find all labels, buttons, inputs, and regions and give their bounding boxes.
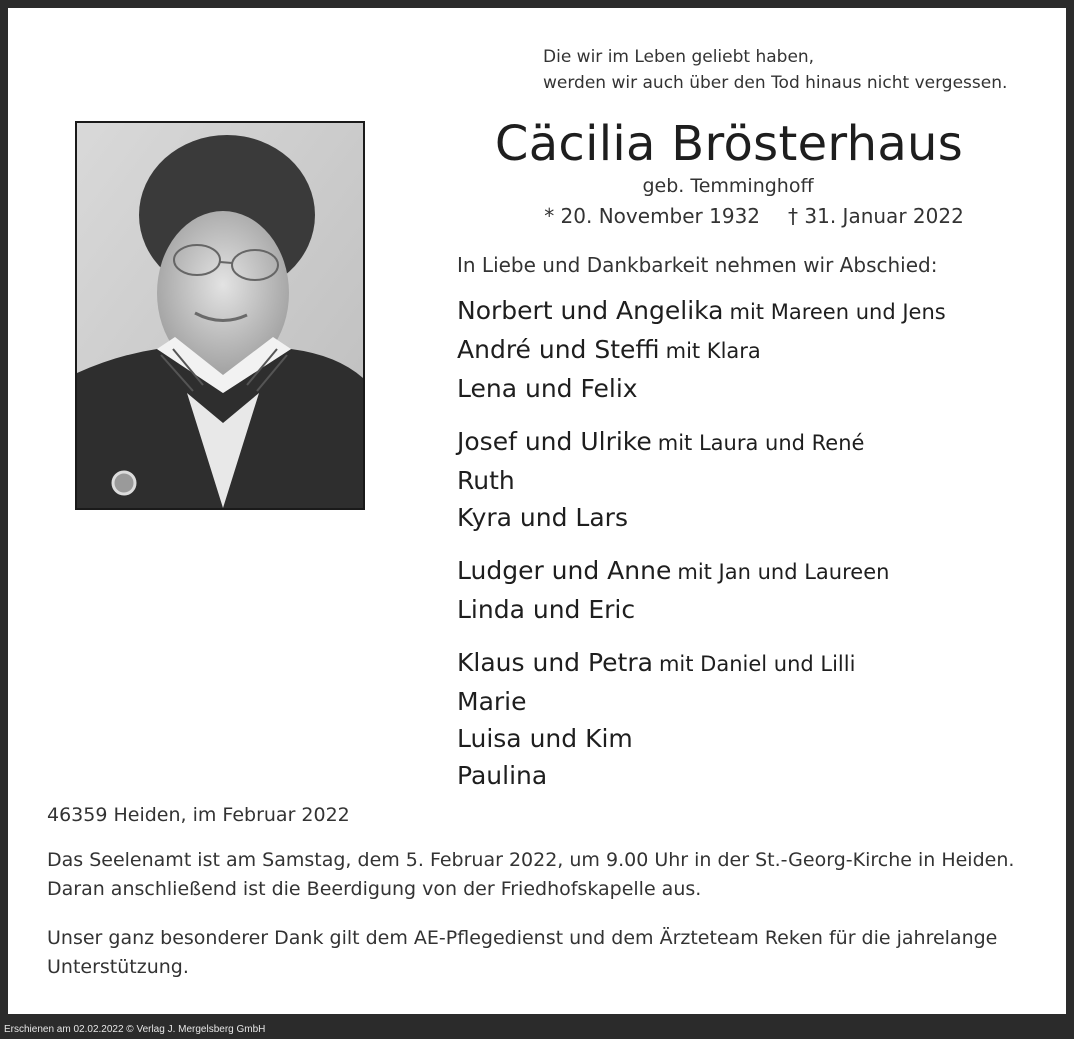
motto-line-2: werden wir auch über den Tod hinaus nicht vergessen. bbox=[543, 73, 1008, 93]
mourner-names: Linda und Eric bbox=[457, 595, 636, 624]
mourner-names: Ludger und Anne bbox=[457, 556, 672, 585]
thanks-line-1: Unser ganz besonderer Dank gilt dem AE-Pflegedienst und dem Ärzteteam Reken für die jahrelange bbox=[47, 927, 998, 949]
mourner-names: André und Steffi bbox=[457, 335, 660, 364]
mourner-line bbox=[457, 499, 946, 536]
life-dates bbox=[358, 203, 1074, 229]
family-group bbox=[457, 423, 946, 536]
mourner-children: mit Jan und Laureen bbox=[677, 560, 890, 584]
mourner-names: Ruth bbox=[457, 466, 515, 495]
mourner-children: mit Laura und René bbox=[657, 431, 865, 455]
mourner-names: Klaus und Petra bbox=[457, 648, 653, 677]
mourner-children: mit Daniel und Lilli bbox=[658, 652, 856, 676]
thanks-line-2: Unterstützung. bbox=[47, 956, 189, 978]
family-group bbox=[457, 292, 946, 407]
mourner-names: Kyra und Lars bbox=[457, 503, 628, 532]
mourner-names: Lena und Felix bbox=[457, 374, 638, 403]
mourner-line bbox=[457, 552, 946, 591]
birth-name: geb. Temminghoff bbox=[642, 175, 814, 197]
family-group bbox=[457, 644, 946, 794]
mourner-line bbox=[457, 720, 946, 757]
mourner-line bbox=[457, 423, 946, 462]
motto-line-1: Die wir im Leben geliebt haben, bbox=[543, 47, 815, 67]
mourner-line bbox=[457, 462, 946, 499]
service-line-1: Das Seelenamt ist am Samstag, dem 5. Februar 2022, um 9.00 Uhr in der St.-Georg-Kirche in Heiden. bbox=[47, 849, 1015, 871]
mourner-children: mit Klara bbox=[665, 339, 761, 363]
mourner-line bbox=[457, 591, 946, 628]
mourner-names: Luisa und Kim bbox=[457, 724, 633, 753]
portrait-photo bbox=[75, 121, 365, 510]
service-line-2: Daran anschließend ist die Beerdigung von der Friedhofskapelle aus. bbox=[47, 878, 702, 900]
mourner-names: Norbert und Angelika bbox=[457, 296, 724, 325]
farewell-intro: In Liebe und Dankbarkeit nehmen wir Abschied: bbox=[457, 253, 938, 277]
mourners-list bbox=[457, 292, 946, 810]
portrait-image bbox=[77, 123, 363, 508]
mourner-line bbox=[457, 370, 946, 407]
birth-date: * 20. November 1932 bbox=[544, 204, 761, 228]
mourner-names: Marie bbox=[457, 687, 527, 716]
mourner-line bbox=[457, 331, 946, 370]
mourner-children: mit Mareen und Jens bbox=[729, 300, 946, 324]
place-and-date: 46359 Heiden, im Februar 2022 bbox=[47, 804, 350, 826]
mourner-line bbox=[457, 683, 946, 720]
death-date: † 31. Januar 2022 bbox=[788, 204, 964, 228]
mourner-names: Paulina bbox=[457, 761, 548, 790]
mourner-line bbox=[457, 757, 946, 794]
motto-quote bbox=[543, 44, 1007, 96]
mourner-line bbox=[457, 292, 946, 331]
publication-footer: Erschienen am 02.02.2022 © Verlag J. Mergelsberg GmbH bbox=[4, 1024, 266, 1035]
thanks-note bbox=[47, 924, 1047, 982]
mourner-line bbox=[457, 644, 946, 683]
family-group bbox=[457, 552, 946, 628]
funeral-service-info bbox=[47, 846, 1047, 904]
mourner-names: Josef und Ulrike bbox=[457, 427, 652, 456]
obituary-notice bbox=[8, 8, 1066, 1014]
deceased-name: Cäcilia Brösterhaus bbox=[494, 116, 964, 172]
